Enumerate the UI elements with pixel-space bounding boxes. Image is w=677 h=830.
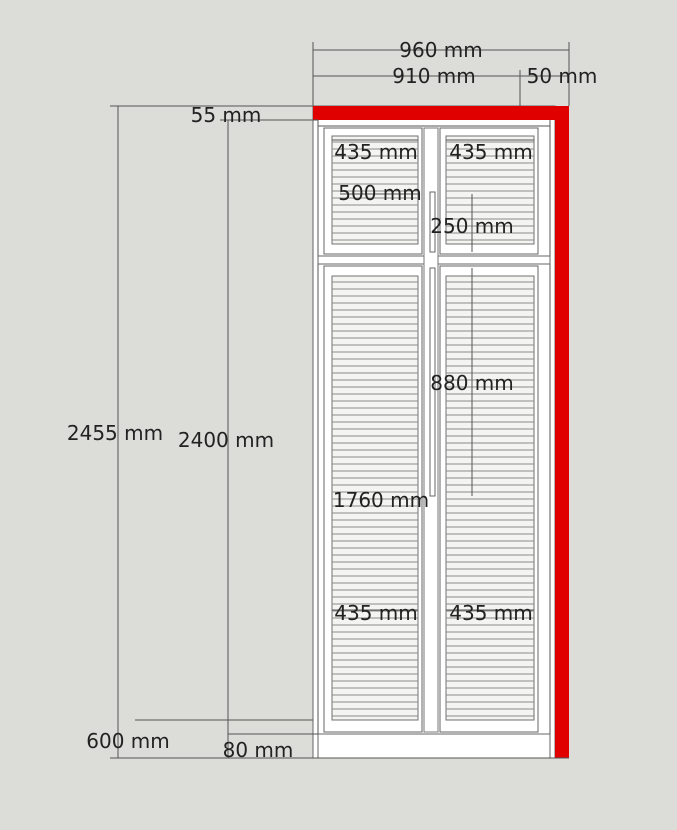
label-910: 910 mm	[392, 64, 476, 88]
label-80: 80 mm	[222, 738, 294, 762]
label-600: 600 mm	[86, 729, 170, 753]
label-55: 55 mm	[190, 103, 262, 127]
label-1760: 1760 mm	[332, 488, 430, 512]
label-upper-right-width: 435 mm	[449, 140, 533, 164]
label-lower-left-width: 435 mm	[334, 601, 418, 625]
label-250: 250 mm	[430, 214, 514, 238]
label-lower-right-width: 435 mm	[449, 601, 533, 625]
plinth	[318, 734, 550, 758]
label-2400: 2400 mm	[177, 428, 275, 452]
label-50: 50 mm	[526, 64, 598, 88]
label-500: 500 mm	[338, 181, 422, 205]
label-upper-left-width: 435 mm	[334, 140, 418, 164]
top-panel-highlight	[313, 106, 569, 120]
side-panel-highlight	[555, 106, 569, 758]
label-960: 960 mm	[399, 38, 483, 62]
label-2455: 2455 mm	[66, 421, 164, 445]
label-880: 880 mm	[430, 371, 514, 395]
